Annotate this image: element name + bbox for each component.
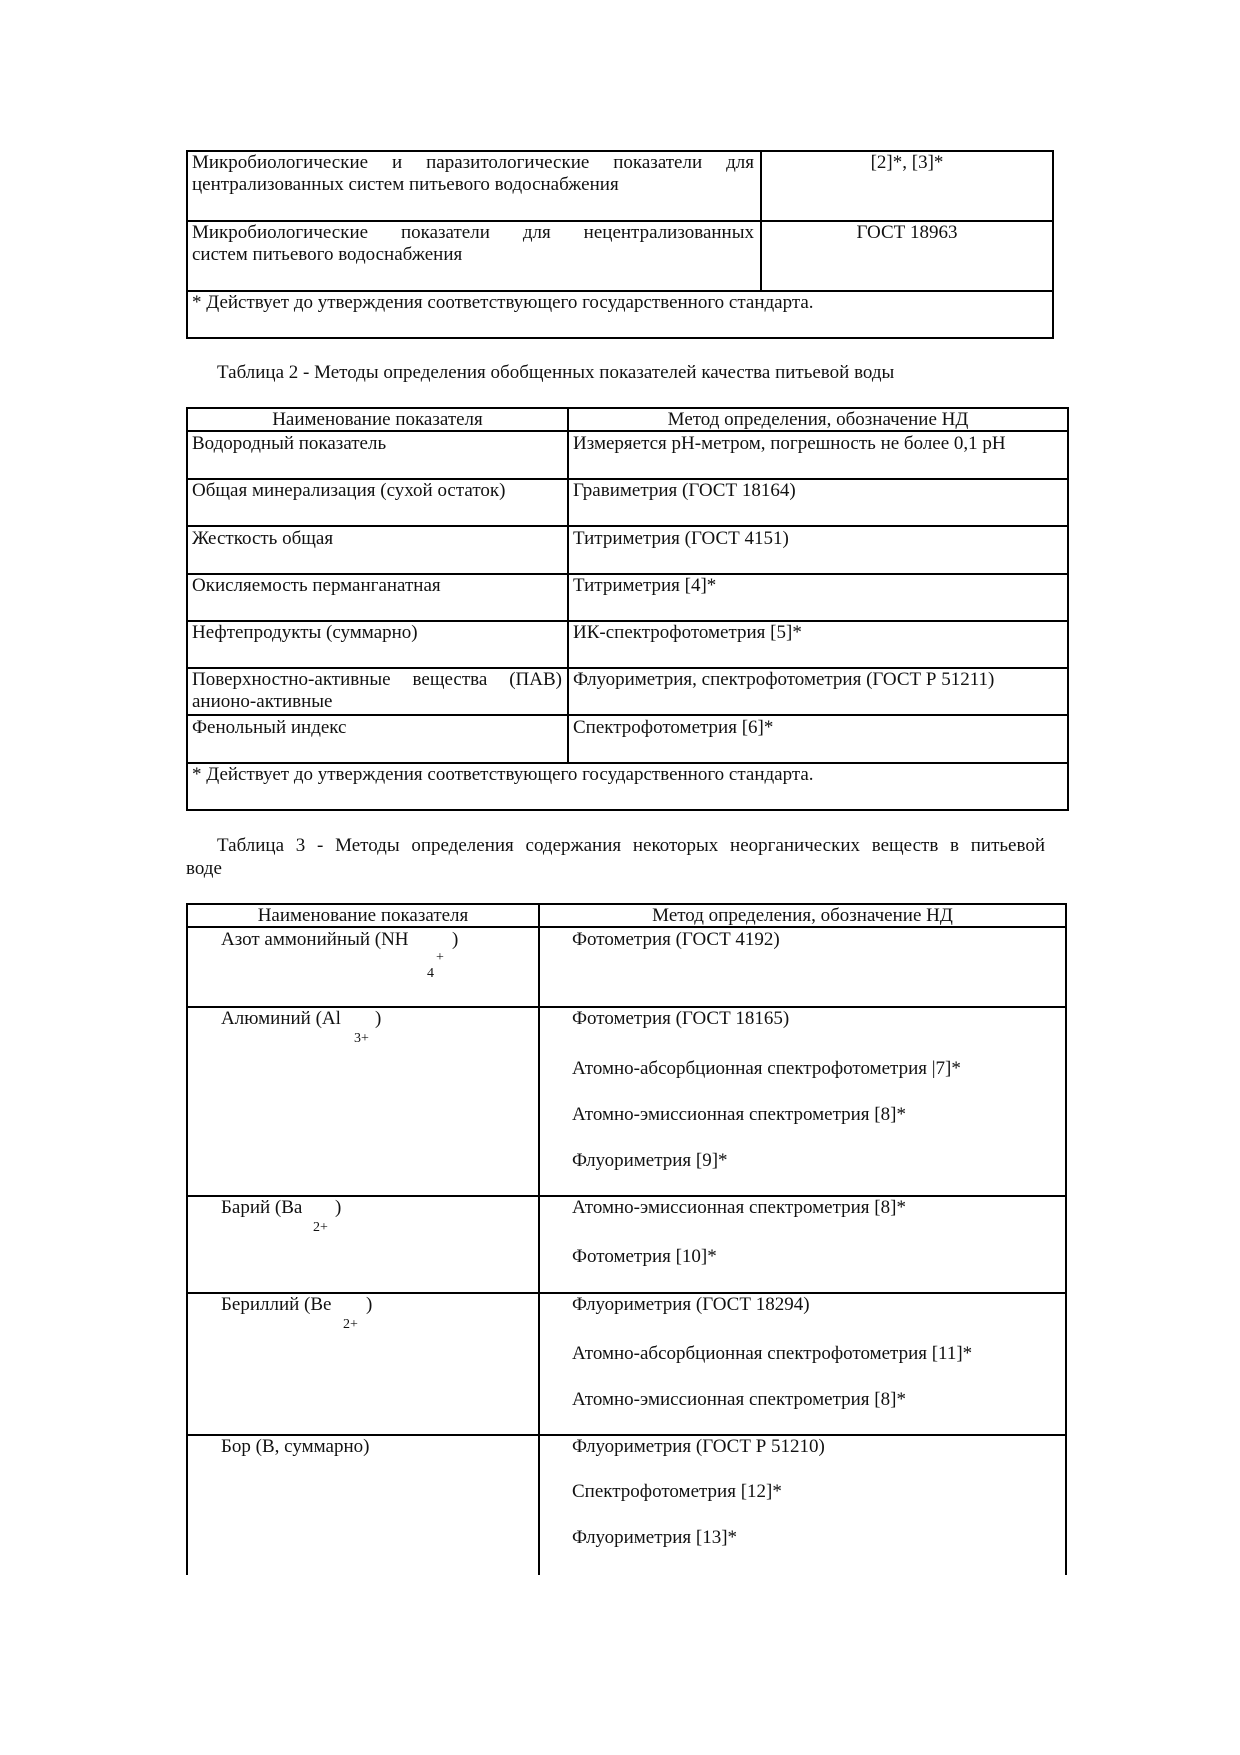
ion-charge: + xyxy=(436,950,444,965)
indicator-name: Барий (Ba xyxy=(221,1197,303,1218)
indicator-name: Фенольный индекс xyxy=(192,717,347,738)
indicator-name: Общая минерализация (сухой остаток) xyxy=(192,480,506,501)
method-value: Флуориметрия [13]* xyxy=(572,1527,738,1548)
method-value: Измеряется pH-метром, погрешность не более 0,1 pH xyxy=(573,433,1006,454)
method-value: Флуориметрия, спектрофотометрия (ГОСТ Р 51211) xyxy=(573,669,995,690)
ion-charge: 3+ xyxy=(354,1031,369,1046)
indicator-name-cont: систем питьевого водоснабжения xyxy=(192,244,463,265)
method-value: Флуориметрия (ГОСТ 18294) xyxy=(572,1294,810,1315)
indicator-name: Микробиологические показатели для нецентрализованных xyxy=(192,222,754,243)
method-value: Атомно-эмиссионная спектрометрия [8]* xyxy=(572,1104,906,1125)
indicator-name: Бор (B, суммарно) xyxy=(221,1436,370,1457)
indicator-name: Алюминий (Al xyxy=(221,1008,341,1029)
indicator-name: Бериллий (Be xyxy=(221,1294,332,1315)
method-value: Фотометрия (ГОСТ 4192) xyxy=(572,929,780,950)
table-3-caption: Таблица 3 - Методы определения содержания некоторых неорганических веществ в питьевой xyxy=(217,835,1045,856)
indicator-name-cont: анионо-активные xyxy=(192,691,333,712)
table-3-caption-cont: воде xyxy=(186,858,222,879)
method-value: Титриметрия [4]* xyxy=(573,575,717,596)
method-value: Флуориметрия (ГОСТ Р 51210) xyxy=(572,1436,825,1457)
method-value: Титриметрия (ГОСТ 4151) xyxy=(573,528,789,549)
method-value: Гравиметрия (ГОСТ 18164) xyxy=(573,480,796,501)
bracket-close: ) xyxy=(366,1294,373,1315)
method-value: ГОСТ 18963 xyxy=(856,222,958,243)
indicator-name: Поверхностно-активные вещества (ПАВ) xyxy=(192,669,562,690)
bracket-close: ) xyxy=(375,1008,382,1029)
column-header-method: Метод определения, обозначение НД xyxy=(667,409,969,430)
method-value: Атомно-абсорбционная спектрофотометрия |7]* xyxy=(572,1058,961,1079)
bracket-close: ) xyxy=(335,1197,342,1218)
method-value: ИК-спектрофотометрия [5]* xyxy=(573,622,802,643)
indicator-name: Водородный показатель xyxy=(192,433,387,454)
column-header-indicator: Наименование показателя xyxy=(257,905,469,926)
ion-charge: 2+ xyxy=(313,1220,328,1235)
ion-subscript: 4 xyxy=(427,966,434,981)
method-value: [2]*, [3]* xyxy=(870,152,944,173)
column-header-method: Метод определения, обозначение НД xyxy=(652,905,953,926)
method-value: Спектрофотометрия [12]* xyxy=(572,1481,782,1502)
indicator-name: Жесткость общая xyxy=(192,528,334,549)
method-value: Спектрофотометрия [6]* xyxy=(573,717,774,738)
indicator-name-cont: централизованных систем питьевого водоснабжения xyxy=(192,174,619,195)
method-value: Фотометрия (ГОСТ 18165) xyxy=(572,1008,790,1029)
method-value: Флуориметрия [9]* xyxy=(572,1150,728,1171)
column-header-indicator: Наименование показателя xyxy=(272,409,483,430)
method-value: Атомно-абсорбционная спектрофотометрия [11]* xyxy=(572,1343,973,1364)
indicator-name: Азот аммонийный (NH xyxy=(221,929,409,950)
method-value: Атомно-эмиссионная спектрометрия [8]* xyxy=(572,1389,906,1410)
table-2-caption: Таблица 2 - Методы определения обобщенных показателей качества питьевой воды xyxy=(217,362,895,383)
method-value: Атомно-эмиссионная спектрометрия [8]* xyxy=(572,1197,906,1218)
table-footnote: * Действует до утверждения соответствующего государственного стандарта. xyxy=(192,292,814,313)
indicator-name: Нефтепродукты (суммарно) xyxy=(192,622,418,643)
indicator-name: Окисляемость перманганатная xyxy=(192,575,441,596)
indicator-name: Микробиологические и паразитологические показатели для xyxy=(192,152,754,173)
bracket-close: ) xyxy=(452,929,459,950)
table-footnote: * Действует до утверждения соответствующего государственного стандарта. xyxy=(192,764,814,785)
method-value: Фотометрия [10]* xyxy=(572,1246,717,1267)
ion-charge: 2+ xyxy=(343,1317,358,1332)
